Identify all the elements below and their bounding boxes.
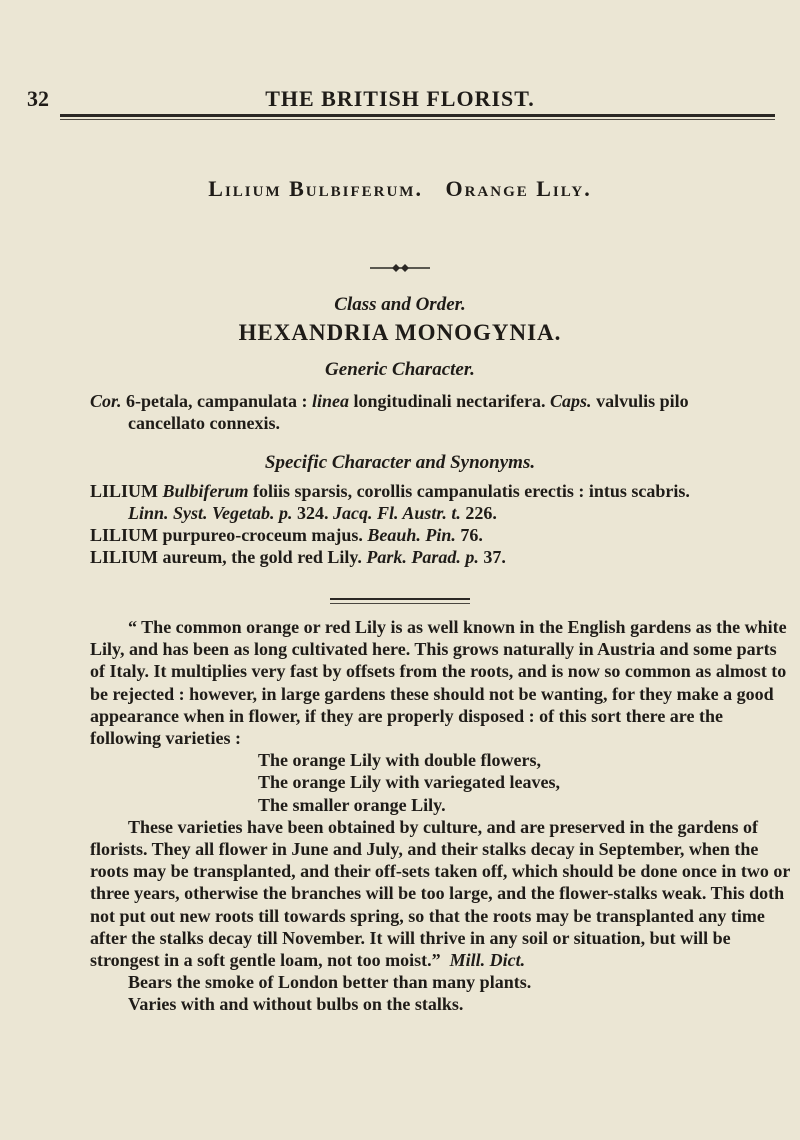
page-number: 32 <box>27 86 49 111</box>
abbr-caps: Caps. <box>550 391 592 411</box>
variety-item: The orange Lily with variegated leaves, <box>258 772 560 793</box>
header-rule <box>60 114 775 117</box>
synonym-line <box>90 480 795 502</box>
text-run: valvulis pilo <box>591 391 689 411</box>
text-run: aureum, the gold red Lily. <box>158 547 367 567</box>
section-rule-thin <box>330 603 470 604</box>
culture-paragraph <box>90 816 795 971</box>
synonym-line <box>90 546 795 568</box>
header-rule-thin <box>60 119 775 120</box>
synonym-line <box>90 524 795 546</box>
reference: Beauh. Pin. <box>367 525 456 545</box>
intro-paragraph: “ The common orange or red Lily is as well known in the English gardens as the white Lily, and has been as long cultivated here. This grows naturally in Austria and some parts of Italy. It multiplies very fast by offsets from the roots, and is now so common as almost to be rejected : however, in large gardens these should not be wanting, for they make a good appearance when in flower, if they are properly disposed : of this sort there are the following varieties : <box>90 617 787 749</box>
text-run: 324. <box>292 503 334 523</box>
culture-text: These varieties have been obtained by culture, and are preserved in the gardens of florists. They all flower in June and July, and their stalks decay in September, when the roots may be transplanted, and their off-sets taken off, which should be done once in two or three years, otherwise the branches will be too large, and the flower-stalks weak. This doth not put out new roots till towards spring, so that the roots may be transplanted any time after the stalks decay till November. It will thrive in any soil or situation, but will be strongest in a soft gentle loam, not too moist.” <box>90 816 791 971</box>
text-run: 37. <box>478 547 506 567</box>
reference: Linn. Syst. Vegetab. p. <box>128 503 293 523</box>
term-linea: linea <box>312 391 350 411</box>
text-run: cancellato connexis. <box>128 413 280 433</box>
class-order-heading: Class and Order. <box>334 294 466 315</box>
reference: Park. Parad. p. <box>366 547 479 567</box>
specific-character-heading: Specific Character and Synonyms. <box>264 452 536 473</box>
variety-item: The smaller orange Lily. <box>258 794 446 815</box>
running-title: THE BRITISH FLORIST. <box>265 86 535 111</box>
note-line: Bears the smoke of London better than many plants. <box>128 972 532 993</box>
text-run: 226. <box>460 503 497 523</box>
citation: Mill. Dict. <box>449 950 526 971</box>
abbr-cor: Cor. <box>90 391 122 411</box>
description-body <box>90 616 795 1016</box>
ornament-divider-icon <box>370 262 430 274</box>
reference: Jacq. Fl. Austr. t. <box>333 503 461 523</box>
plant-title: Lilium Bulbiferum. Orange Lily. <box>208 176 592 201</box>
text-run: purpureo-croceum majus. <box>158 525 368 545</box>
classification: HEXANDRIA MONOGYNIA. <box>238 320 562 345</box>
generic-character-heading: Generic Character. <box>325 359 475 380</box>
genus-name: LILIUM <box>90 525 159 545</box>
text-run: foliis sparsis, corollis campanulatis erectis : intus scabris. <box>248 481 690 501</box>
species-name: Bulbiferum <box>162 481 249 501</box>
generic-character-text <box>90 390 790 434</box>
synonym-reference <box>90 502 795 524</box>
section-rule <box>330 598 470 600</box>
text-run: 6-petala, campanulata : <box>121 391 313 411</box>
note-line: Varies with and without bulbs on the stalks. <box>128 994 464 1015</box>
variety-item: The orange Lily with double flowers, <box>258 750 542 771</box>
running-head <box>0 86 800 116</box>
text-run: 76. <box>455 525 483 545</box>
text-run: longitudinali nectarifera. <box>349 391 551 411</box>
genus-name: LILIUM <box>90 547 159 567</box>
genus-name: LILIUM <box>90 481 163 501</box>
